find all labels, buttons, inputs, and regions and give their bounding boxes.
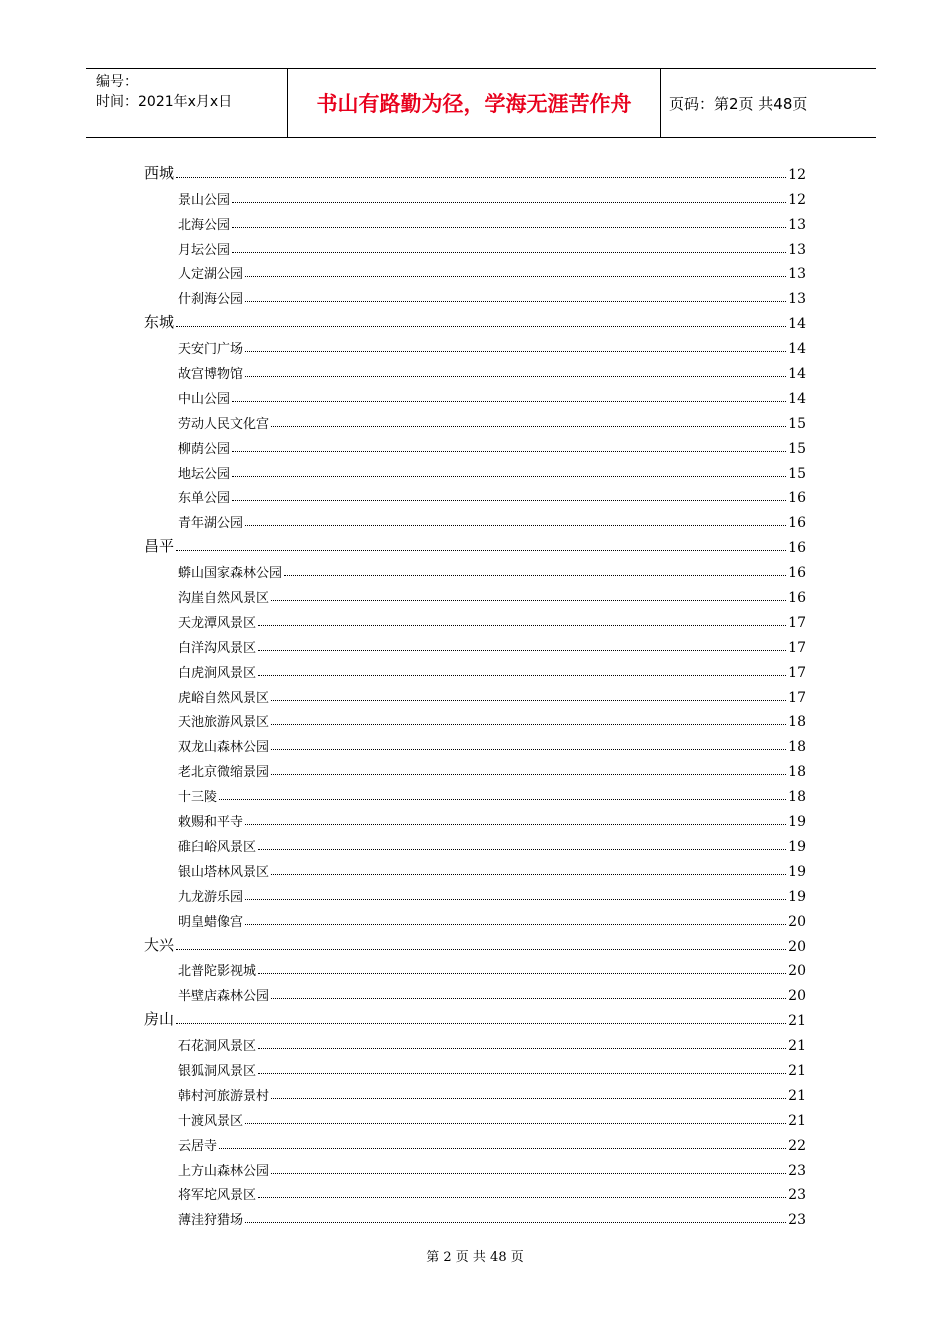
page-header	[86, 68, 876, 138]
toc-entry-page-number: 21	[788, 1087, 806, 1104]
toc-dot-leader	[258, 1047, 786, 1049]
toc-entry-page-number: 15	[788, 465, 806, 482]
page-footer: 第 2 页 共 48 页	[426, 1250, 524, 1265]
toc-dot-leader	[232, 226, 786, 228]
toc-entry-page-number: 20	[788, 938, 806, 955]
toc-subentry[interactable]	[0, 432, 950, 457]
toc-entry-page-number: 22	[788, 1137, 806, 1154]
toc-subentry[interactable]	[0, 382, 950, 407]
toc-dot-leader	[258, 848, 786, 850]
toc-dot-leader	[232, 475, 786, 477]
toc-subentry[interactable]	[0, 1154, 950, 1179]
toc-subentry[interactable]	[0, 905, 950, 930]
toc-entry-title: 将军坨风景区	[178, 1188, 257, 1204]
toc-dot-leader	[219, 1147, 786, 1149]
toc-entry-page-number: 19	[788, 863, 806, 880]
toc-subentry[interactable]	[0, 506, 950, 531]
toc-subentry[interactable]	[0, 1029, 950, 1054]
toc-dot-leader	[271, 599, 786, 601]
toc-subentry[interactable]	[0, 855, 950, 880]
toc-entry-page-number: 23	[788, 1162, 806, 1179]
toc-subentry[interactable]	[0, 979, 950, 1004]
toc-entry-title: 石花洞风景区	[178, 1039, 257, 1055]
toc-subentry[interactable]	[0, 1129, 950, 1154]
toc-section-entry[interactable]	[0, 1004, 950, 1029]
toc-entry-page-number: 17	[788, 639, 806, 656]
toc-subentry[interactable]	[0, 1054, 950, 1079]
toc-entry-page-number: 13	[788, 291, 806, 308]
toc-dot-leader	[271, 723, 786, 725]
toc-dot-leader	[271, 1097, 786, 1099]
toc-entry-page-number: 12	[788, 191, 806, 208]
toc-entry-title: 上方山森林公园	[178, 1163, 270, 1179]
toc-entry-page-number: 23	[788, 1187, 806, 1204]
toc-entry-title: 虎峪自然风景区	[178, 690, 270, 706]
toc-dot-leader	[176, 325, 786, 327]
table-of-contents	[0, 158, 950, 1228]
toc-entry-page-number: 13	[788, 241, 806, 258]
toc-subentry[interactable]	[0, 482, 950, 507]
toc-dot-leader	[245, 350, 786, 352]
toc-dot-leader	[245, 375, 786, 377]
toc-dot-leader	[258, 649, 786, 651]
toc-subentry[interactable]	[0, 556, 950, 581]
toc-entry-title: 景山公园	[178, 192, 231, 208]
toc-entry-title: 九龙游乐园	[178, 889, 244, 905]
toc-subentry[interactable]	[0, 208, 950, 233]
toc-subentry[interactable]	[0, 955, 950, 980]
toc-entry-title: 白虎涧风景区	[178, 665, 257, 681]
toc-entry-page-number: 15	[788, 440, 806, 457]
toc-dot-leader	[271, 773, 786, 775]
toc-entry-title: 东单公园	[178, 491, 231, 507]
toc-section-entry[interactable]	[0, 307, 950, 332]
toc-entry-page-number: 15	[788, 415, 806, 432]
toc-subentry[interactable]	[0, 581, 950, 606]
toc-subentry[interactable]	[0, 606, 950, 631]
header-page-label: 页码：第2页 共48页	[669, 94, 808, 113]
toc-dot-leader	[271, 1172, 786, 1174]
toc-entry-page-number: 21	[788, 1112, 806, 1129]
toc-entry-page-number: 19	[788, 888, 806, 905]
toc-entry-page-number: 20	[788, 913, 806, 930]
toc-entry-title: 西城	[144, 163, 175, 182]
toc-entry-page-number: 19	[788, 814, 806, 831]
toc-dot-leader	[232, 400, 786, 402]
toc-entry-page-number: 16	[788, 540, 806, 557]
toc-entry-title: 房山	[144, 1010, 175, 1029]
toc-entry-page-number: 20	[788, 963, 806, 980]
toc-entry-title: 蟒山国家森林公园	[178, 566, 283, 582]
toc-subentry[interactable]	[0, 258, 950, 283]
toc-entry-title: 碓臼峪风景区	[178, 839, 257, 855]
toc-subentry[interactable]	[0, 830, 950, 855]
toc-dot-leader	[258, 1196, 786, 1198]
toc-subentry[interactable]	[0, 1079, 950, 1104]
toc-dot-leader	[258, 624, 786, 626]
toc-entry-page-number: 21	[788, 1038, 806, 1055]
toc-entry-title: 天安门广场	[178, 342, 244, 358]
toc-entry-page-number: 17	[788, 614, 806, 631]
toc-dot-leader	[271, 748, 786, 750]
toc-dot-leader	[284, 574, 786, 576]
toc-subentry[interactable]	[0, 681, 950, 706]
toc-dot-leader	[176, 948, 786, 950]
toc-entry-title: 薄洼狩猎场	[178, 1213, 244, 1229]
toc-entry-title: 昌平	[144, 537, 175, 556]
toc-entry-page-number: 14	[788, 316, 806, 333]
toc-dot-leader	[245, 1122, 786, 1124]
document-number-label: 编号：	[96, 74, 138, 90]
toc-subentry[interactable]	[0, 631, 950, 656]
toc-entry-title: 老北京微缩景园	[178, 765, 270, 781]
toc-entry-page-number: 18	[788, 714, 806, 731]
toc-entry-page-number: 18	[788, 789, 806, 806]
toc-subentry[interactable]	[0, 457, 950, 482]
toc-entry-title: 明皇蜡像宫	[178, 914, 244, 930]
toc-dot-leader	[232, 499, 786, 501]
toc-subentry[interactable]	[0, 1179, 950, 1204]
toc-entry-title: 柳荫公园	[178, 441, 231, 457]
toc-entry-title: 北海公园	[178, 217, 231, 233]
toc-entry-title: 十三陵	[178, 790, 218, 806]
toc-dot-leader	[245, 923, 786, 925]
toc-subentry[interactable]	[0, 282, 950, 307]
toc-entry-page-number: 14	[788, 390, 806, 407]
toc-entry-page-number: 14	[788, 341, 806, 358]
toc-subentry[interactable]	[0, 730, 950, 755]
toc-dot-leader	[245, 524, 786, 526]
toc-entry-title: 月坛公园	[178, 242, 231, 258]
toc-entry-title: 十渡风景区	[178, 1113, 244, 1129]
toc-entry-page-number: 14	[788, 366, 806, 383]
toc-entry-title: 云居寺	[178, 1138, 218, 1154]
toc-subentry[interactable]	[0, 233, 950, 258]
toc-dot-leader	[245, 275, 786, 277]
toc-entry-page-number: 13	[788, 266, 806, 283]
toc-entry-title: 东城	[144, 313, 175, 332]
toc-dot-leader	[258, 972, 786, 974]
toc-subentry[interactable]	[0, 805, 950, 830]
document-time-label: 时间：2021年x月x日	[96, 94, 233, 110]
toc-dot-leader	[245, 1221, 786, 1223]
toc-entry-page-number: 20	[788, 988, 806, 1005]
toc-subentry[interactable]	[0, 332, 950, 357]
toc-subentry[interactable]	[0, 755, 950, 780]
toc-dot-leader	[258, 674, 786, 676]
toc-dot-leader	[271, 997, 786, 999]
toc-entry-title: 人定湖公园	[178, 267, 244, 283]
toc-entry-page-number: 13	[788, 216, 806, 233]
toc-entry-title: 大兴	[144, 935, 175, 954]
toc-subentry[interactable]	[0, 357, 950, 382]
toc-dot-leader	[245, 300, 786, 302]
header-meta	[86, 69, 288, 137]
toc-subentry[interactable]	[0, 407, 950, 432]
toc-dot-leader	[176, 549, 786, 551]
toc-dot-leader	[271, 699, 786, 701]
toc-subentry[interactable]	[0, 183, 950, 208]
toc-entry-title: 沟崖自然风景区	[178, 591, 270, 607]
toc-dot-leader	[219, 798, 786, 800]
toc-entry-page-number: 23	[788, 1212, 806, 1229]
toc-section-entry[interactable]	[0, 930, 950, 955]
toc-entry-page-number: 21	[788, 1013, 806, 1030]
toc-entry-page-number: 16	[788, 490, 806, 507]
toc-entry-title: 韩村河旅游景村	[178, 1088, 270, 1104]
toc-dot-leader	[245, 898, 786, 900]
toc-section-entry[interactable]	[0, 158, 950, 183]
toc-entry-page-number: 17	[788, 689, 806, 706]
toc-entry-page-number: 12	[788, 166, 806, 183]
toc-entry-title: 北普陀影视城	[178, 964, 257, 980]
toc-entry-title: 敕赐和平寺	[178, 815, 244, 831]
toc-entry-page-number: 18	[788, 764, 806, 781]
toc-entry-title: 天池旅游风景区	[178, 715, 270, 731]
toc-entry-title: 什刹海公园	[178, 292, 244, 308]
toc-subentry[interactable]	[0, 656, 950, 681]
toc-entry-title: 中山公园	[178, 391, 231, 407]
toc-subentry[interactable]	[0, 1104, 950, 1129]
toc-dot-leader	[176, 1022, 786, 1024]
toc-entry-title: 天龙潭风景区	[178, 615, 257, 631]
toc-dot-leader	[245, 823, 786, 825]
toc-entry-page-number: 16	[788, 590, 806, 607]
toc-entry-page-number: 17	[788, 664, 806, 681]
toc-entry-page-number: 19	[788, 838, 806, 855]
toc-dot-leader	[176, 176, 786, 178]
toc-entry-page-number: 16	[788, 515, 806, 532]
toc-entry-title: 青年湖公园	[178, 516, 244, 532]
toc-dot-leader	[271, 873, 786, 875]
toc-dot-leader	[232, 251, 786, 253]
toc-subentry[interactable]	[0, 1203, 950, 1228]
toc-entry-page-number: 18	[788, 739, 806, 756]
toc-subentry[interactable]	[0, 880, 950, 905]
toc-entry-page-number: 16	[788, 565, 806, 582]
toc-section-entry[interactable]	[0, 531, 950, 556]
toc-entry-title: 银山塔林风景区	[178, 864, 270, 880]
toc-entry-title: 劳动人民文化宫	[178, 416, 270, 432]
toc-dot-leader	[232, 450, 786, 452]
toc-entry-title: 半壁店森林公园	[178, 989, 270, 1005]
header-motto: 书山有路勤为径，学海无涯苦作舟	[288, 69, 661, 137]
toc-subentry[interactable]	[0, 780, 950, 805]
toc-entry-title: 银狐洞风景区	[178, 1063, 257, 1079]
toc-entry-title: 地坛公园	[178, 466, 231, 482]
toc-entry-page-number: 21	[788, 1062, 806, 1079]
toc-dot-leader	[258, 1072, 786, 1074]
toc-dot-leader	[232, 201, 786, 203]
toc-entry-title: 白洋沟风景区	[178, 640, 257, 656]
toc-entry-title: 故宫博物馆	[178, 367, 244, 383]
toc-subentry[interactable]	[0, 706, 950, 731]
toc-entry-title: 双龙山森林公园	[178, 740, 270, 756]
toc-dot-leader	[271, 425, 786, 427]
